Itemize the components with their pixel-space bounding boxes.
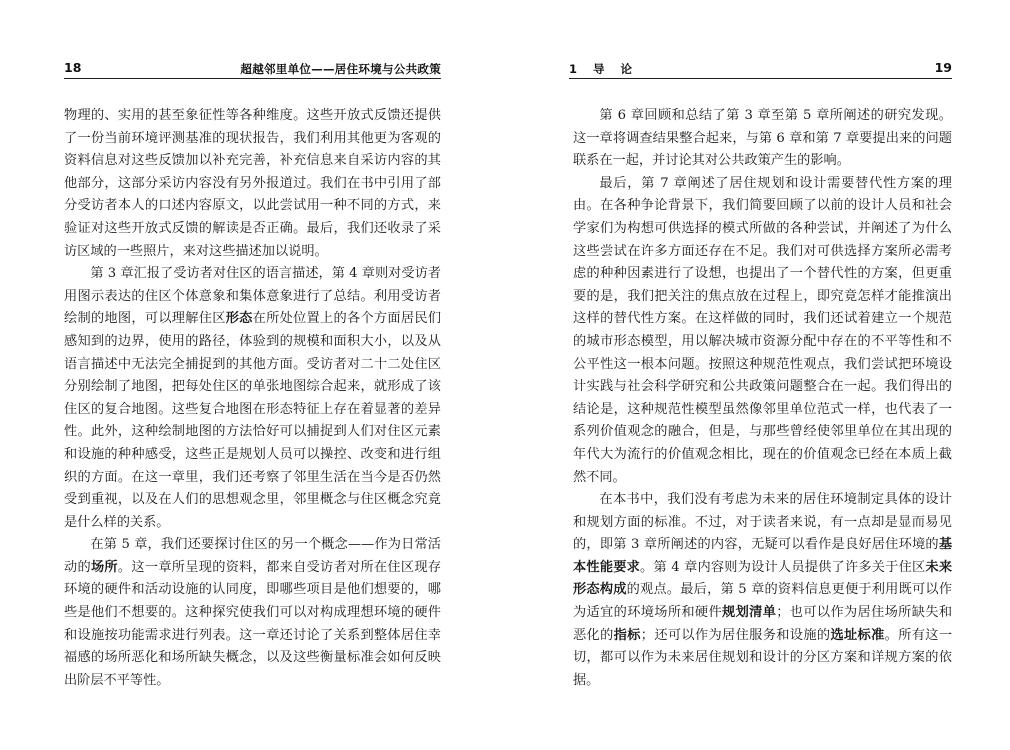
emphasized-term: 规划清单	[722, 605, 777, 621]
paragraph	[573, 105, 952, 173]
left-header-rule	[64, 78, 441, 79]
right-page-header	[569, 60, 952, 76]
text-run: 在所处位置上的各个方面居民们感知到的边界，使用的路径，体验到的规模和面积大小，以及从语言描述中无法完全捕捉到的其他方面。受访者对二十二处住区分别绘制了地图，把每处住区的单张地图综合起来，就形成了该住区的复合地图。这些复合地图在形态特征上存在着显著的差异性。此外，这种绘制地图的方法恰好可以捕捉到人们对住区元素和设施的种种感受，这些正是规划人员可以操控、改变和进行组织的方面。在这一章里，我们还考察了邻里生活在当今是否仍然受到重视，以及在人们的思想观念里，邻里概念与住区概念究竟是什么样的关系。	[64, 311, 442, 530]
text-run: 第 3 章汇报了受访者对住区的语言描述，第 4 章则对受访者用图示表达的住区个体意象和集体意象进行了总结。利用受访者绘制的地图，可以理解住区	[64, 266, 441, 327]
text-run: 在本书中，我们没有考虑为未来的居住环境制定具体的设计和规划方面的标准。不过，对于读者来说，有一点却是显而易见的，即第 3 章所阐述的内容，无疑可以看作是良好居住环境的	[573, 492, 952, 553]
right-page-number: 19	[934, 60, 952, 75]
paragraph	[64, 534, 441, 692]
paragraph	[573, 489, 952, 692]
emphasized-term: 基本性能要求	[573, 537, 952, 575]
emphasized-term: 场所	[90, 559, 118, 575]
left-page-body	[64, 105, 441, 692]
left-page-number: 18	[64, 60, 82, 75]
left-running-title: 超越邻里单位——居住环境与公共政策	[240, 62, 441, 76]
right-running-title: 1 导 论	[569, 62, 639, 76]
paragraph	[64, 105, 441, 263]
text-run: 最后，第 7 章阐述了居住规划和设计需要替代性方案的理由。在各种争论背景下，我们简要回顾了以前的设计人员和社会学家们为构想可供选择的模式所做的各种尝试，并阐述了为什么这些尝试在许多方面还存在不足。我们对可供选择方案所必需考虑的种种因素进行了设想，也提出了一个替代性的方案，但更重要的是，我们把关注的焦点放在过程上，即究竟怎样才能推演出这样的替代性方案。在这样做的同时，我们还试着建立一个规范的城市形态模型，用以解决城市资源分配中存在的不平等性和不公平性这一根本问题。按照这种规范性观点，我们尝试把环境设计实践与社会科学研究和公共政策问题整合在一起。我们得出的结论是，这种规范性模型虽然像邻里单位范式一样，也代表了一系列价值观念的融合，但是，与那些曾经使邻里单位在其出现的年代大为流行的价值观念相比，现在的价值观念已经在本质上截然不同。	[573, 175, 952, 485]
emphasized-term: 形态	[225, 311, 253, 327]
paragraph	[64, 263, 441, 534]
emphasized-term: 指标	[613, 627, 641, 643]
right-page	[505, 0, 1010, 750]
text-run: 。第 4 章内容则为设计人员提供了许多关于住区	[640, 559, 926, 575]
right-header-rule	[569, 78, 952, 79]
text-run: 。这一章所呈现的资料，都来自受访者对所在住区现存环境的硬件和活动设施的认同度，即哪些项目是他们想要的，哪些是他们不想要的。这种探究使我们可以对构成理想环境的硬件和设施按功能需求进行列表。这一章还讨论了关系到整体居住幸福感的场所恶化和场所缺失概念，以及这些衡量标准会如何反映出阶层不平等性。	[64, 559, 442, 688]
text-run: 的观点。最后，第 5 章的资料信息更便于利用既可以作为适宜的环境场所和硬件	[573, 582, 953, 621]
emphasized-term: 未来形态构成	[573, 559, 953, 598]
text-run: ；也可以作为居住场所缺失和恶化的	[573, 605, 953, 643]
text-run: 在第 5 章，我们还要探讨住区的另一个概念——作为日常活动的	[64, 537, 441, 575]
text-run: 物理的、实用的甚至象征性等各种维度。这些开放式反馈还提供了一份当前环境评测基准的现状报告，我们利用其他更为客观的资料信息对这些反馈加以补充完善，补充信息来自采访内容的其他部分，这部分采访内容没有另外报道过。我们在书中引用了部分受访者本人的口述内容原文，以此尝试用一种不同的方式，来验证对这些开放式反馈的解读是否正确。最后，我们还收录了采访区域的一些照片，来对这些描述加以说明。	[64, 108, 441, 259]
left-page-header	[64, 60, 441, 76]
paragraph	[573, 173, 952, 489]
text-run: 第 6 章回顾和总结了第 3 章至第 5 章所阐述的研究发现。这一章将调查结果整合起来，与第 6 章和第 7 章要提出来的问题联系在一起，并讨论其对公共政策产生的影响。	[573, 108, 952, 169]
right-page-body	[573, 105, 952, 692]
text-run: ；还可以作为居住服务和设施的	[640, 627, 831, 643]
emphasized-term: 选址标准	[830, 627, 885, 643]
text-run: 。所有这一切，都可以作为未来居住规划和设计的分区方案和详规方案的依据。	[573, 627, 953, 688]
